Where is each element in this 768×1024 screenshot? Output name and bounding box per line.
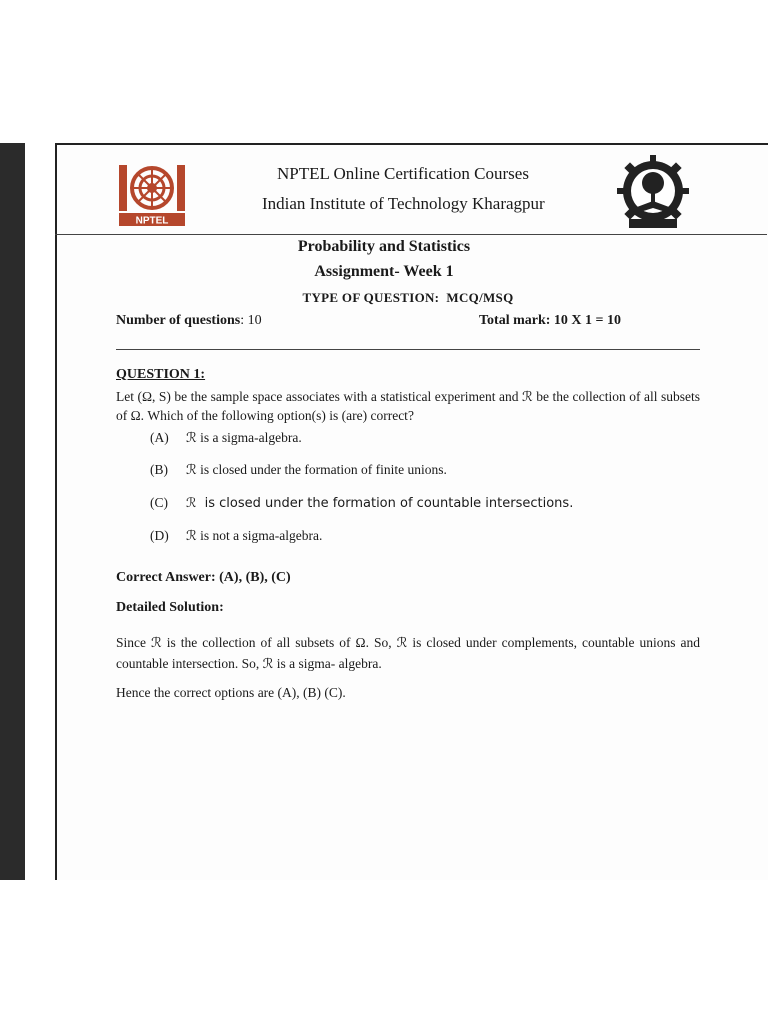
- question-text: Let (Ω, S) be the sample space associates with a statistical experiment and ℛ be the collection of all subsets of Ω. Which of the following option(s) is (are) correct?: [116, 389, 700, 423]
- iit-kharagpur-emblem: [617, 155, 689, 231]
- solution-body: Since ℛ is the collection of all subsets of Ω. So, ℛ is closed under complements, countable unions and countable intersection. So, ℛ is a sigma- algebra.: [116, 635, 700, 671]
- header-line-1: NPTEL Online Certification Courses: [277, 164, 529, 183]
- solution-conclusion: Hence the correct options are (A), (B) (C).: [116, 685, 346, 700]
- option-label: (B): [150, 462, 168, 477]
- number-of-questions-value: : 10: [240, 313, 262, 328]
- option-text: ℛ is closed under the formation of finite unions.: [186, 462, 447, 477]
- course-title: Probability and Statistics: [297, 238, 471, 255]
- option-label: (C): [150, 495, 168, 510]
- total-mark: Total mark: 10 X 1 = 10: [479, 313, 622, 328]
- option-text: ℛ is not a sigma-algebra.: [186, 528, 323, 543]
- question-heading: QUESTION 1:: [116, 367, 206, 382]
- assignment-title: Assignment- Week 1: [314, 263, 454, 280]
- option-text: ℛ is a sigma-algebra.: [186, 430, 302, 445]
- nptel-logo-text: NPTEL: [135, 215, 169, 227]
- header-divider: [55, 234, 767, 235]
- number-of-questions-label: Number of questions: [116, 313, 241, 328]
- number-of-questions: [116, 313, 262, 329]
- solution-heading: Detailed Solution:: [116, 600, 224, 615]
- option-label: (D): [150, 528, 169, 543]
- question-type: TYPE OF QUESTION: MCQ/MSQ: [302, 290, 514, 305]
- nptel-logo: [117, 163, 187, 227]
- option-a: [150, 430, 302, 446]
- option-c: [150, 495, 573, 511]
- section-divider: [116, 349, 700, 350]
- option-label: (A): [150, 430, 169, 445]
- option-text: ℛ is closed under the formation of countable intersections.: [186, 496, 574, 511]
- correct-answer: Correct Answer: (A), (B), (C): [116, 570, 291, 585]
- option-b: [150, 462, 447, 478]
- option-d: [150, 528, 322, 544]
- header-line-2: Indian Institute of Technology Kharagpur: [262, 194, 545, 213]
